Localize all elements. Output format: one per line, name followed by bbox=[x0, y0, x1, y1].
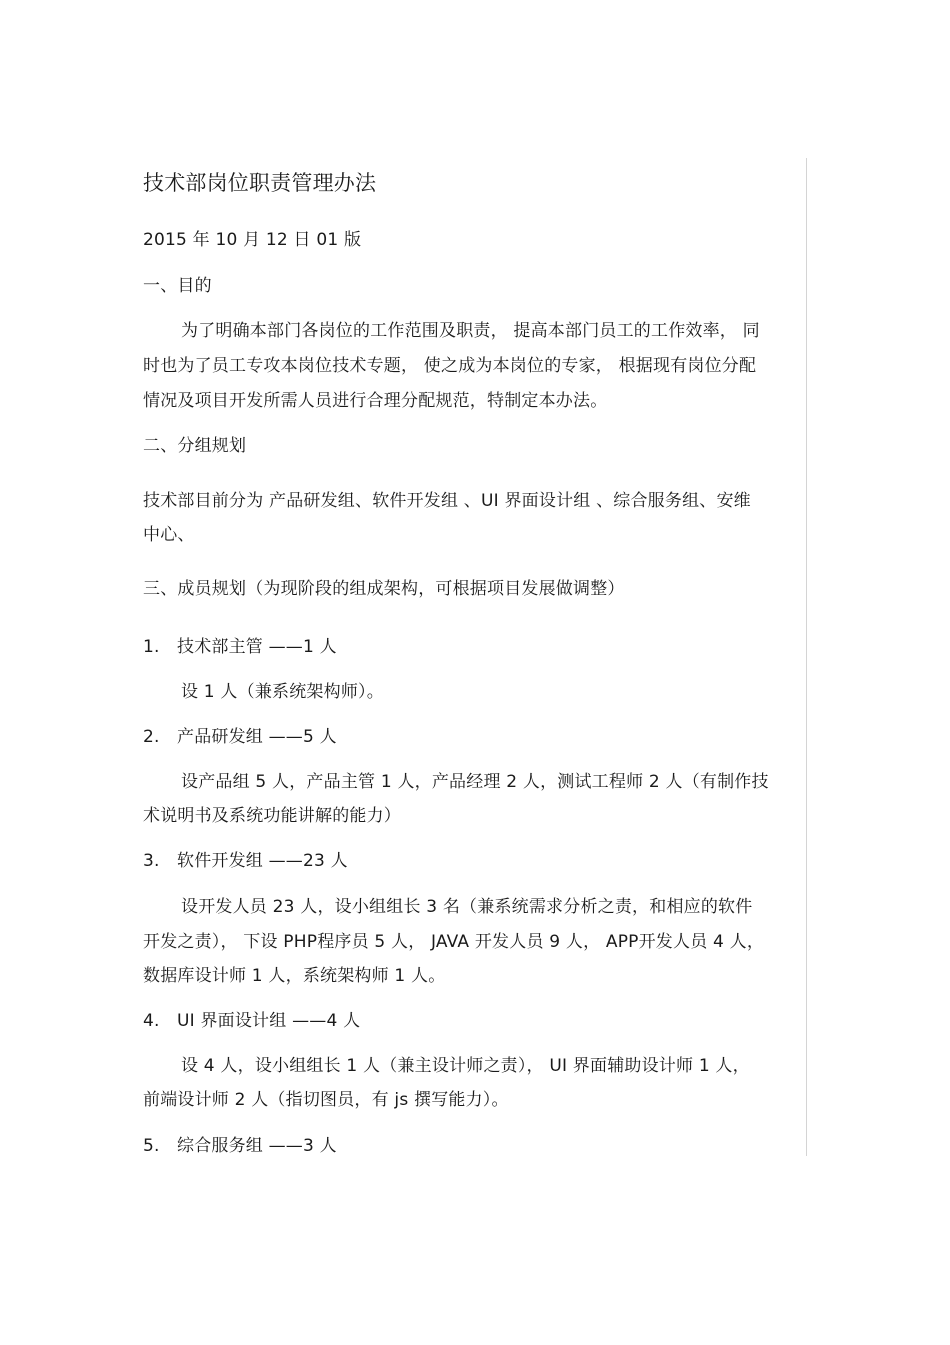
document-title: 技术部岗位职责管理办法 bbox=[143, 171, 377, 195]
section-2-heading: 二、分组规划 bbox=[143, 436, 247, 456]
list-item-label: 综合服务组 ——3 人 bbox=[177, 1136, 337, 1156]
list-item-label: 产品研发组 ——5 人 bbox=[177, 727, 337, 747]
section-2-paragraph-line: 中心、 bbox=[143, 525, 195, 545]
list-item-number: 1. bbox=[143, 637, 160, 657]
list-item-number: 5. bbox=[143, 1136, 160, 1156]
list-item-heading bbox=[143, 636, 337, 658]
section-2-paragraph-line: 技术部目前分为 产品研发组、软件开发组 、UI 界面设计组 、综合服务组、安维 bbox=[143, 491, 751, 511]
list-item-number: 2. bbox=[143, 727, 160, 747]
list-item-label: 软件开发组 ——23 人 bbox=[177, 851, 348, 871]
list-item-description: 术说明书及系统功能讲解的能力） bbox=[143, 806, 401, 826]
list-item-number: 4. bbox=[143, 1011, 160, 1031]
list-item-description: 数据库设计师 1 人，系统架构师 1 人。 bbox=[143, 966, 446, 986]
page-border-line bbox=[806, 158, 807, 1156]
list-item-description: 设产品组 5 人，产品主管 1 人，产品经理 2 人，测试工程师 2 人（有制作技 bbox=[181, 772, 769, 792]
section-1-paragraph-line: 为了明确本部门各岗位的工作范围及职责， 提高本部门员工的工作效率， 同 bbox=[181, 321, 760, 341]
list-item-heading bbox=[143, 1135, 337, 1157]
section-1-paragraph-line: 时也为了员工专攻本岗位技术专题， 使之成为本岗位的专家， 根据现有岗位分配 bbox=[143, 356, 757, 376]
list-item-description: 设 4 人，设小组组长 1 人（兼主设计师之责）， UI 界面辅助设计师 1 人， bbox=[181, 1056, 750, 1076]
section-1-paragraph-line: 情况及项目开发所需人员进行合理分配规范，特制定本办法。 bbox=[143, 391, 608, 411]
list-item-heading bbox=[143, 726, 337, 748]
list-item-description: 设开发人员 23 人，设小组组长 3 名（兼系统需求分析之责，和相应的软件 bbox=[181, 897, 753, 917]
list-item-description: 前端设计师 2 人（指切图员，有 js 撰写能力）。 bbox=[143, 1090, 509, 1110]
list-item-label: UI 界面设计组 ——4 人 bbox=[177, 1011, 361, 1031]
list-item-heading bbox=[143, 1010, 360, 1032]
version-line: 2015 年 10 月 12 日 01 版 bbox=[143, 230, 362, 250]
section-3-heading: 三、成员规划（为现阶段的组成架构，可根据项目发展做调整） bbox=[143, 579, 625, 599]
list-item-description: 开发之责）， 下设 PHP程序员 5 人， JAVA 开发人员 9 人， APP开发人员 4 人， bbox=[143, 932, 765, 952]
list-item-number: 3. bbox=[143, 851, 160, 871]
list-item-heading bbox=[143, 850, 348, 872]
list-item-label: 技术部主管 ——1 人 bbox=[177, 637, 337, 657]
section-1-heading: 一、目的 bbox=[143, 276, 212, 296]
list-item-description: 设 1 人（兼系统架构师）。 bbox=[181, 682, 384, 702]
